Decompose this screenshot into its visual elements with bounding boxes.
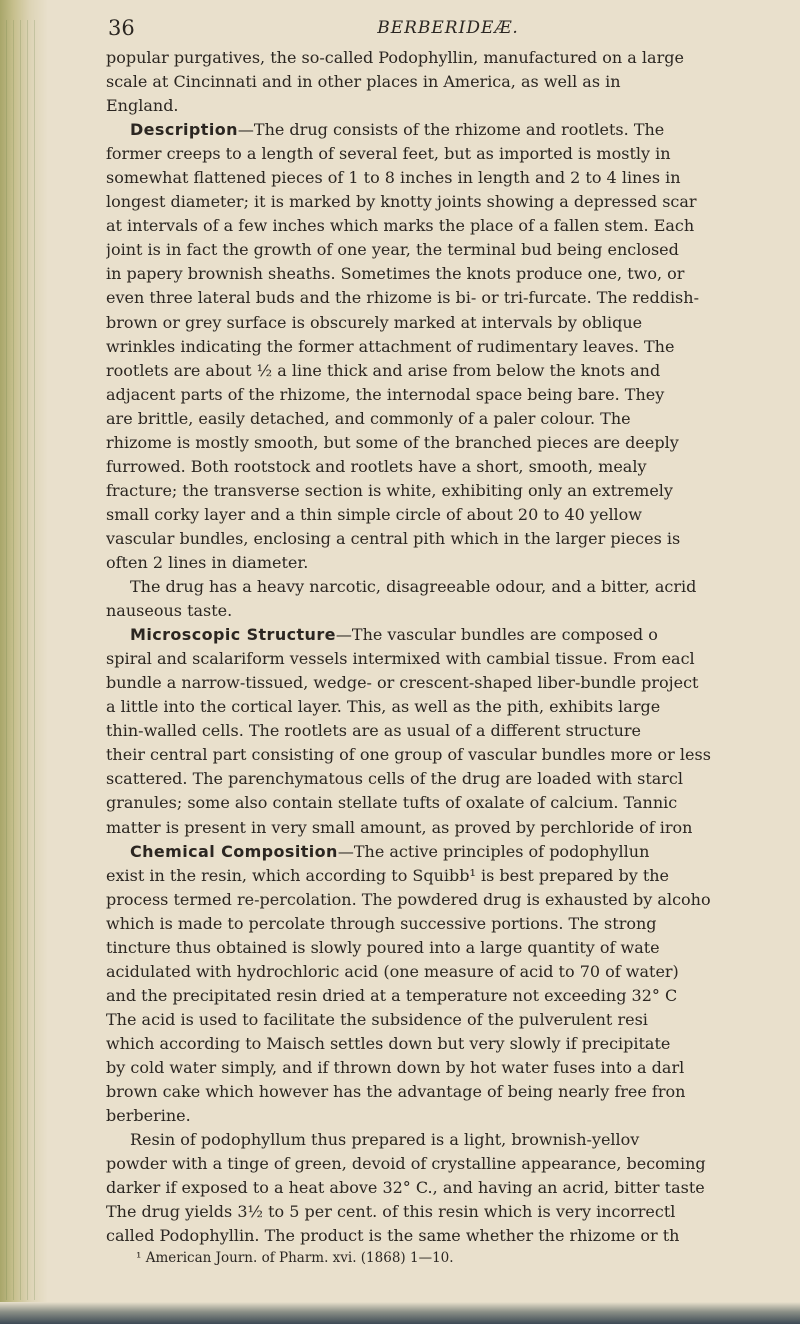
text-line: are brittle, easily detached, and commonly of a paler colour. The [106,408,631,428]
binding-texture [6,20,36,1300]
section-heading-label: Description [130,120,238,140]
book-spine-shadow [0,0,48,1324]
text-line: which is made to percolate through successive portions. The strong [106,913,657,933]
section-heading-label: Microscopic Structure [130,625,336,645]
text-line: rootlets are about ½ a line thick and arise from below the knots and [106,360,661,380]
text-line: and the precipitated resin dried at a temperature not exceeding 32° C [106,985,678,1005]
text-line: in papery brownish sheaths. Sometimes the knots produce one, two, or [106,264,685,284]
text-line: granules; some also contain stellate tufts of oxalate of calcium. Tannic [106,793,678,813]
text-line: nauseous taste. [106,601,233,621]
text-line: acidulated with hydrochloric acid (one measure of acid to 70 of water) [106,961,679,981]
text-line: tincture thus obtained is slowly poured into a large quantity of wate [106,937,660,957]
text-line: vascular bundles, enclosing a central pith which in the larger pieces is [106,528,681,548]
page-header [106,10,790,48]
page-bottom-edge [0,1302,800,1324]
text-line: thin-walled cells. The rootlets are as usual of a different structure [106,721,642,741]
text-line: joint is in fact the growth of one year, the terminal bud being enclosed [106,240,679,260]
text-line: scale at Cincinnati and in other places in America, as well as in [106,72,621,92]
text-line: Resin of podophyllum thus prepared is a light, brownish-yellov [130,1130,640,1150]
text-line: former creeps to a length of several feet, but as imported is mostly in [106,144,671,164]
text-line: berberine. [106,1106,191,1126]
text-line: powder with a tinge of green, devoid of crystalline appearance, becoming [106,1154,706,1174]
text-line: matter is present in very small amount, as proved by perchloride of iron [106,817,693,837]
text-line: darker if exposed to a heat above 32° C., and having an acrid, bitter taste [106,1178,705,1198]
text-line: somewhat flattened pieces of 1 to 8 inches in length and 2 to 4 lines in [106,168,681,188]
text-line: by cold water simply, and if thrown down by hot water fuses into a darl [106,1057,685,1077]
text-line: even three lateral buds and the rhizome is bi- or tri-furcate. The reddish- [106,288,699,308]
section-heading-description: Description—The drug consists of the rhizome and rootlets. The [130,120,665,140]
page-number: 36 [108,16,135,40]
book-page [106,10,790,1266]
section-heading-chemical: Chemical Composition—The active principles of podophyllun [130,841,650,861]
text-line: spiral and scalariform vessels intermixed with cambial tissue. From eacl [106,649,695,669]
text-line: wrinkles indicating the former attachment of rudimentary leaves. The [106,336,675,356]
text-line: rhizome is mostly smooth, but some of the branched pieces are deeply [106,432,679,452]
text-line: often 2 lines in diameter. [106,552,309,572]
text-line: adjacent parts of the rhizome, the internodal space being bare. They [106,384,665,404]
text-line: popular purgatives, the so-called Podophyllin, manufactured on a large [106,48,684,67]
text-line: longest diameter; it is marked by knotty joints showing a depressed scar [106,192,697,212]
text-line: which according to Maisch settles down but very slowly if precipitate [106,1033,671,1053]
text-line: called Podophyllin. The product is the same whether the rhizome or th [106,1226,680,1246]
text-line: England. [106,96,179,116]
text-line: at intervals of a few inches which marks the place of a fallen stem. Each [106,216,695,236]
text-line: a little into the cortical layer. This, as well as the pith, exhibits large [106,697,661,717]
running-title: BERBERIDEÆ. [377,18,519,38]
body-text [106,48,790,1250]
text-line: their central part consisting of one group of vascular bundles more or less [106,745,711,765]
text-line: The acid is used to facilitate the subsidence of the pulverulent resi [106,1009,648,1029]
text-line: brown or grey surface is obscurely marked at intervals by oblique [106,312,643,332]
text-line: exist in the resin, which according to Squibb¹ is best prepared by the [106,865,670,885]
section-heading-microscopic: Microscopic Structure—The vascular bundles are composed o [130,625,658,645]
text-line: small corky layer and a thin simple circle of about 20 to 40 yellow [106,504,642,524]
footnote: ¹ American Journ. of Pharm. xvi. (1868) 1—10. [136,1250,454,1267]
text-line: scattered. The parenchymatous cells of the drug are loaded with starcl [106,769,684,789]
text-line: process termed re-percolation. The powdered drug is exhausted by alcoho [106,889,711,909]
section-heading-label: Chemical Composition [130,841,338,861]
text-line: fracture; the transverse section is white, exhibiting only an extremely [106,480,673,500]
text-line: bundle a narrow-tissued, wedge- or crescent-shaped liber-bundle project [106,673,699,693]
text-line: The drug has a heavy narcotic, disagreeable odour, and a bitter, acrid [130,577,697,597]
text-line: furrowed. Both rootstock and rootlets have a short, smooth, mealy [106,456,647,476]
text-line: brown cake which however has the advantage of being nearly free fron [106,1082,686,1102]
text-line: The drug yields 3½ to 5 per cent. of this resin which is very incorrectl [106,1202,676,1222]
